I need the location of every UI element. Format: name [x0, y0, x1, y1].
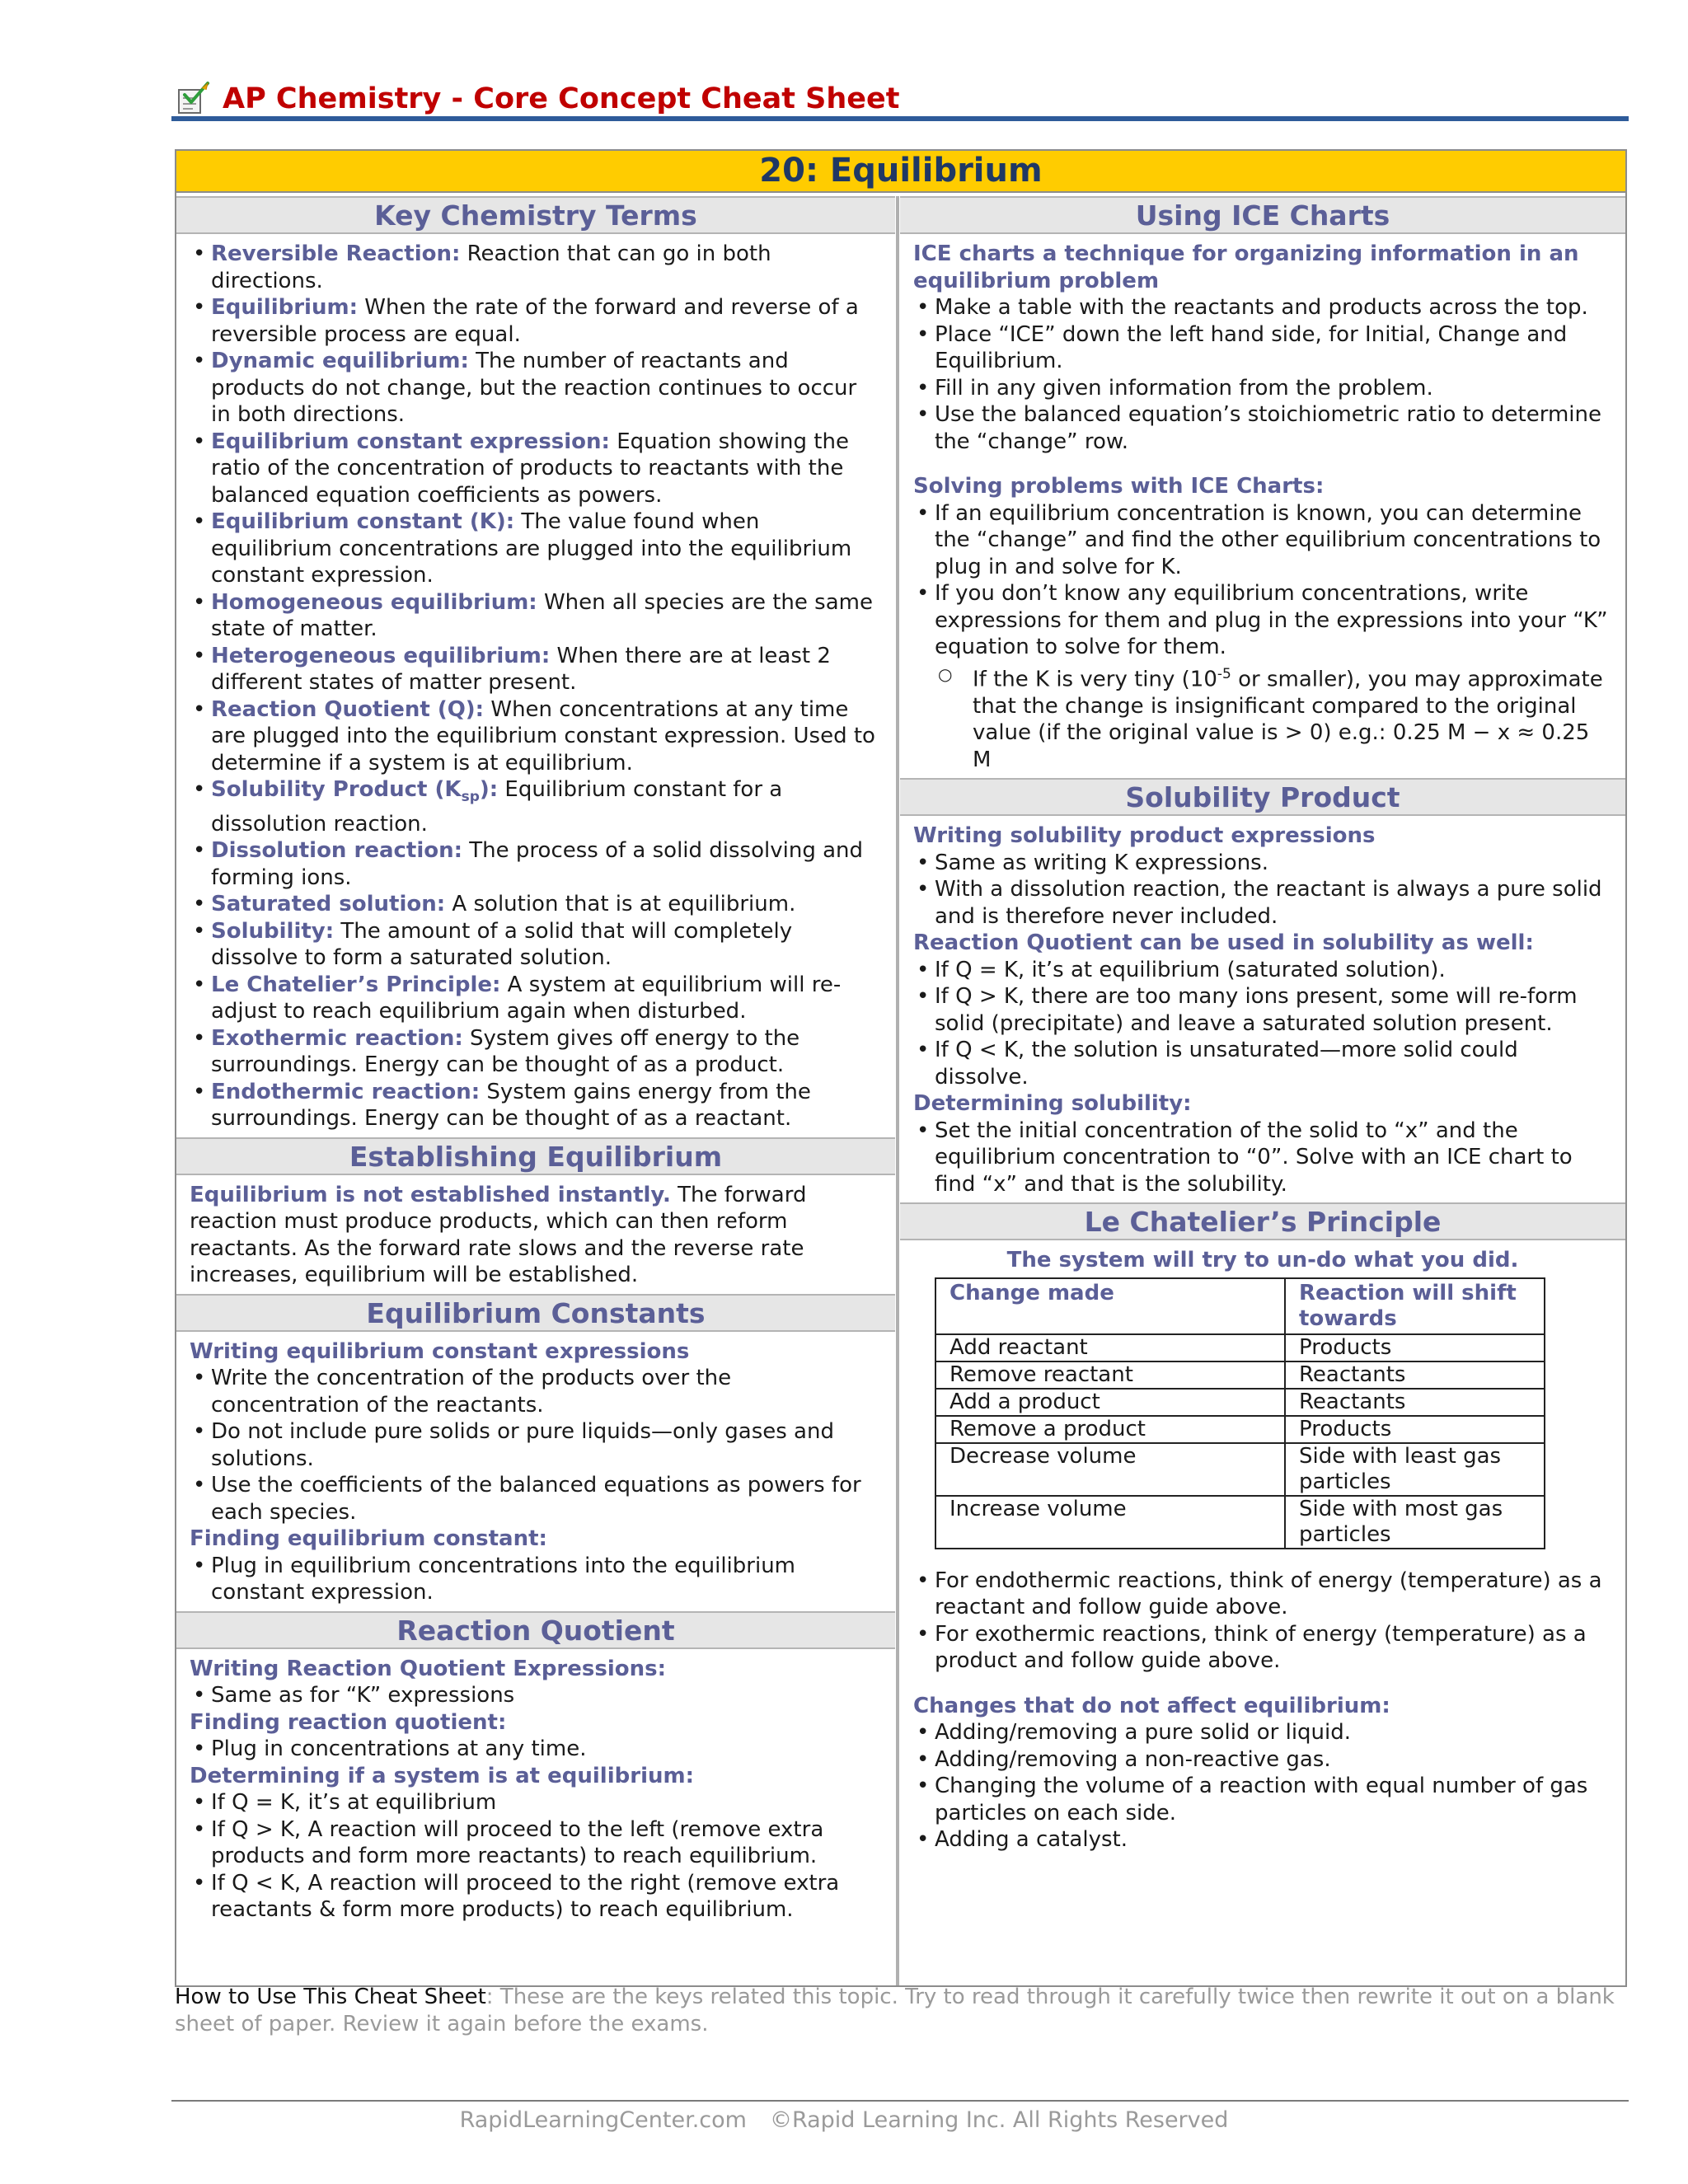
list-item: • With a dissolution reaction, the reactant is always a pure solid and is therefore never included. [913, 876, 1612, 930]
list-item: • Solubility: The amount of a solid that will completely dissolve to form a saturated solution. [190, 918, 882, 972]
list-item: • For exothermic reactions, think of energy (temperature) as a product and follow guide above. [913, 1621, 1612, 1675]
subheading: Writing solubility product expressions [913, 823, 1376, 849]
subheading: Finding reaction quotient: [190, 1709, 507, 1735]
subheading: Writing Reaction Quotient Expressions: [190, 1656, 666, 1681]
list-item: • For endothermic reactions, think of energy (temperature) as a reactant and follow guide above. [913, 1568, 1612, 1621]
list-item: • Do not include pure solids or pure liquids—only gases and solutions. [190, 1418, 882, 1472]
list-item: • Adding/removing a pure solid or liquid. [913, 1719, 1612, 1746]
ice-list-2 [913, 500, 1612, 661]
list-item: • Heterogeneous equilibrium: When there are at least 2 different states of matter present. [190, 643, 882, 696]
list-item: • Le Chatelier’s Principle: A system at equilibrium will re-adjust to reach equilibrium again when disturbed. [190, 972, 882, 1025]
subheading: Solving problems with ICE Charts: [913, 474, 1325, 499]
quotient-list-2 [190, 1736, 882, 1763]
list-item: • Adding/removing a non-reactive gas. [913, 1746, 1612, 1774]
cheat-sheet-box [175, 149, 1627, 1987]
list-item: • Plug in equilibrium concentrations into the equilibrium constant expression. [190, 1553, 882, 1606]
ice-body [900, 234, 1625, 778]
list-item: • Exothermic reaction: System gives off energy to the surroundings. Energy can be thought of as a product. [190, 1025, 882, 1079]
list-item: • Changing the volume of a reaction with equal number of gas particles on each side. [913, 1773, 1612, 1826]
section-heading-key-terms: Key Chemistry Terms [176, 196, 895, 234]
section-heading-establishing: Establishing Equilibrium [176, 1137, 895, 1175]
quotient-list-1 [190, 1682, 882, 1709]
tagline: The system will try to un-do what you did. [1006, 1248, 1519, 1273]
solubility-list-1 [913, 850, 1612, 930]
shift-table [935, 1277, 1545, 1549]
list-item: • Fill in any given information from the problem. [913, 375, 1612, 402]
subheading: Changes that do not affect equilibrium: [913, 1693, 1390, 1718]
section-heading-quotient: Reaction Quotient [176, 1611, 895, 1649]
list-item: • Write the concentration of the products over the concentration of the reactants. [190, 1365, 882, 1418]
footer-site: RapidLearningCenter.com [459, 2107, 747, 2133]
list-item: • Endothermic reaction: System gains energy from the surroundings. Energy can be thought of as a reactant. [190, 1079, 882, 1132]
list-item: • Saturated solution: A solution that is at equilibrium. [190, 891, 882, 918]
list-item: • Equilibrium: When the rate of the forward and reverse of a reversible process are equal. [190, 294, 882, 348]
key-terms-list [190, 241, 882, 1132]
list-item: • Same as writing K expressions. [913, 850, 1612, 877]
list-item: • Place “ICE” down the left hand side, for Initial, Change and Equilibrium. [913, 321, 1612, 375]
page-title: AP Chemistry - Core Concept Cheat Sheet [223, 82, 900, 115]
column-header: Reaction will shift towards [1285, 1278, 1545, 1334]
constants-list-1 [190, 1365, 882, 1526]
table-header-row [935, 1278, 1545, 1334]
table-row: Remove a product Products [935, 1416, 1545, 1443]
list-item: • If Q > K, A reaction will proceed to the left (remove extra products and form more reactants) to reach equilibrium. [190, 1816, 882, 1870]
subheading: Finding equilibrium constant: [190, 1526, 547, 1552]
list-item: • Adding a catalyst. [913, 1826, 1612, 1854]
footer [0, 2107, 1688, 2133]
footer-copyright: ©Rapid Learning Inc. All Rights Reserved [769, 2107, 1229, 2133]
list-item: • If an equilibrium concentration is known, you can determine the “change” and find the other equilibrium concentrations to plug in and solve for K. [913, 500, 1612, 581]
list-item: • Equilibrium constant (K): The value found when equilibrium concentrations are plugged into the equilibrium constant expression. [190, 509, 882, 589]
header-rule [171, 116, 1629, 121]
how-to-label: How to Use This Cheat Sheet [175, 1985, 486, 2009]
list-item: • Dissolution reaction: The process of a solid dissolving and forming ions. [190, 837, 882, 891]
le-chatelier-list-1 [913, 1568, 1612, 1675]
solubility-body [900, 816, 1625, 1202]
footer-rule [171, 2100, 1629, 2102]
le-chatelier-body [900, 1240, 1625, 1858]
list-item: • Use the balanced equation’s stoichiometric ratio to determine the “change” row. [913, 401, 1612, 455]
list-item: • Reversible Reaction: Reaction that can go in both directions. [190, 241, 882, 294]
list-item: • Equilibrium constant expression: Equation showing the ratio of the concentration of products to reactants with the balanced equation coefficients as powers. [190, 429, 882, 509]
section-heading-constants: Equilibrium Constants [176, 1294, 895, 1332]
ice-sublist [913, 661, 1612, 774]
list-item: ○ If the K is very tiny ($10^{-5}$ or smaller), you may approximate that the change is insignificant compared to the original value (if the original value is > 0) e.g.: 0.25 M − x ≈ 0.25 M [935, 661, 1612, 774]
column-divider [896, 196, 899, 1985]
column-header: Change made [935, 1278, 1285, 1334]
list-item: • Same as for “K” expressions [190, 1682, 882, 1709]
key-terms-body [176, 234, 895, 1137]
subheading: Determining if a system is at equilibrium: [190, 1763, 694, 1788]
table-row: Decrease volume Side with least gas particles [935, 1443, 1545, 1496]
table-row: Add reactant Products [935, 1334, 1545, 1361]
solubility-list-2 [913, 957, 1612, 1091]
list-item: • If Q = K, it’s at equilibrium (saturated solution). [913, 957, 1612, 984]
subheading: ICE charts a technique for organizing information in an equilibrium problem [913, 241, 1579, 293]
constants-list-2 [190, 1553, 882, 1606]
subheading: Reaction Quotient can be used in solubility as well: [913, 930, 1534, 956]
topic-banner: 20: Equilibrium [176, 151, 1625, 193]
checklist-icon [175, 80, 213, 118]
subheading: Determining solubility: [913, 1091, 1192, 1117]
ice-list-1 [913, 294, 1612, 455]
section-heading-solubility: Solubility Product [900, 778, 1625, 816]
list-item: • Plug in concentrations at any time. [190, 1736, 882, 1763]
constants-body [176, 1332, 895, 1611]
table-row: Increase volume Side with most gas particles [935, 1496, 1545, 1549]
le-chatelier-list-2 [913, 1719, 1612, 1854]
quotient-list-3 [190, 1789, 882, 1924]
how-to-text: : These are the keys related this topic. Try to read through it carefully twice then rewrite it out on a blank sheet of paper. Review it again before the exams. [175, 1985, 1615, 2036]
list-item: • Reaction Quotient (Q): When concentrations at any time are plugged into the equilibrium constant expression. Used to determine if a system is at equilibrium. [190, 696, 882, 777]
list-item: • If Q > K, there are too many ions present, some will re-form solid (precipitate) and leave a saturated solution present. [913, 983, 1612, 1037]
section-heading-ice: Using ICE Charts [900, 196, 1625, 234]
right-column [900, 196, 1625, 1985]
list-item: • Set the initial concentration of the solid to “x” and the equilibrium concentration to “0”. Solve with an ICE chart to find “x” and that is the solubility. [913, 1118, 1612, 1198]
table-row: Remove reactant Reactants [935, 1361, 1545, 1389]
left-column [176, 196, 895, 1985]
list-item: • Homogeneous equilibrium: When all species are the same state of matter. [190, 589, 882, 643]
list-item: • Use the coefficients of the balanced equations as powers for each species. [190, 1472, 882, 1526]
table-row: Add a product Reactants [935, 1389, 1545, 1416]
quotient-body [176, 1649, 895, 1929]
list-item: • If Q = K, it’s at equilibrium [190, 1789, 882, 1816]
section-heading-le-chatelier: Le Chatelier’s Principle [900, 1202, 1625, 1240]
list-item: • Make a table with the reactants and products across the top. [913, 294, 1612, 321]
list-item: • If Q < K, A reaction will proceed to the right (remove extra reactants & form more products) to reach equilibrium. [190, 1870, 882, 1924]
list-item: • If you don’t know any equilibrium concentrations, write expressions for them and plug in the expressions into your “K” equation to solve for them. [913, 580, 1612, 661]
list-item: • Dynamic equilibrium: The number of reactants and products do not change, but the reaction continues to occur in both directions. [190, 348, 882, 429]
list-item: • If Q < K, the solution is unsaturated—more solid could dissolve. [913, 1037, 1612, 1090]
page-header [175, 76, 900, 122]
subheading: Writing equilibrium constant expressions [190, 1338, 690, 1364]
establishing-body: Equilibrium is not established instantly. The forward reaction must produce products, which can then reform reactants. As the forward rate slows and the reverse rate increases, equilibrium will be established. [190, 1182, 807, 1288]
solubility-list-3 [913, 1118, 1612, 1198]
how-to-use-note [175, 1984, 1629, 2037]
list-item: • Solubility Product $(K_{sp})$: Equilibrium constant for a dissolution reaction. [190, 776, 882, 837]
